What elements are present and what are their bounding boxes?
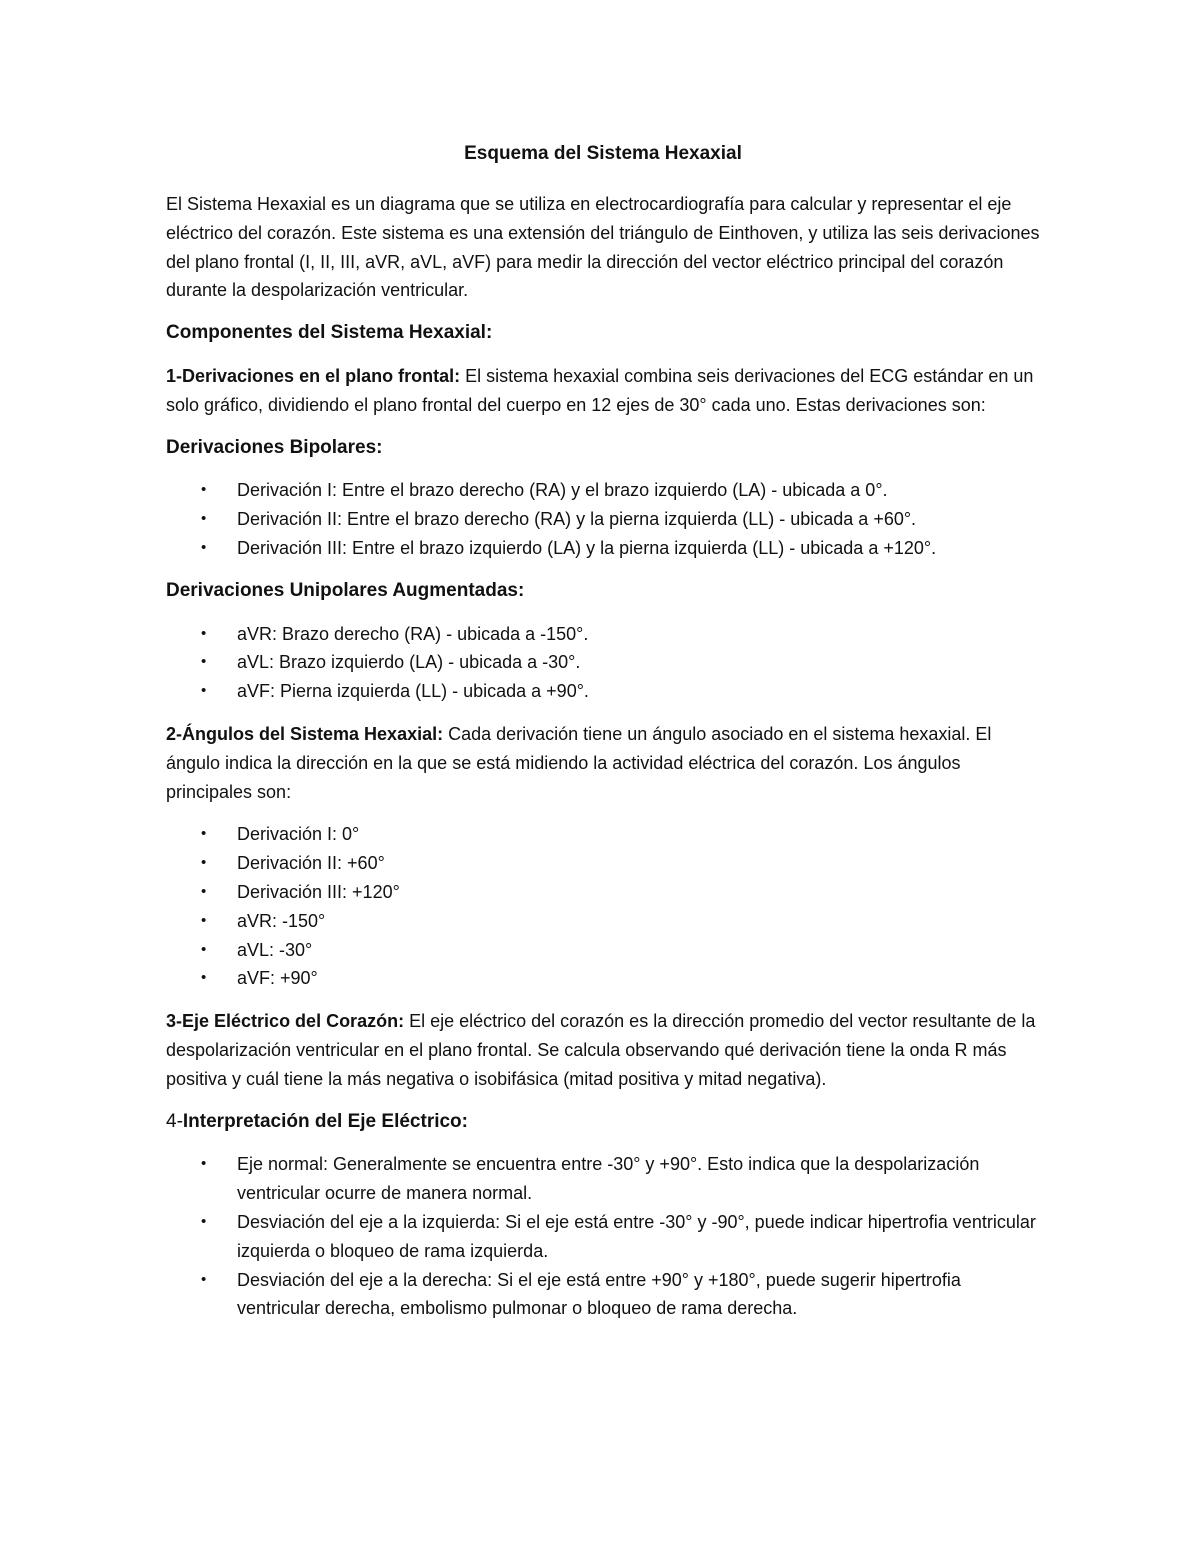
section3-label: 3-Eje Eléctrico del Corazón: <box>166 1011 405 1032</box>
list-item <box>166 677 1040 706</box>
section3-text: El eje eléctrico del corazón es la dirección promedio del vector resultante de la despolarización ventricular en el plano frontal. Se calcula observando qué derivación tiene la onda R más positiva y cuál tiene la más negativa o isobifásica (mitad positiva y mitad negativa). <box>166 1011 1036 1089</box>
item-text: Generalmente se encuentra entre -30° y +90°. Esto indica que la despolarización ventricular ocurre de manera normal. <box>237 1154 980 1204</box>
item-text: +60° <box>342 853 385 874</box>
section1-text: El sistema hexaxial combina seis derivaciones del ECG estándar en un solo gráfico, dividiendo el plano frontal del cuerpo en 12 ejes de 30° cada uno. Estas derivaciones son: <box>166 365 1034 415</box>
bullet-icon: • <box>201 940 207 958</box>
item-text: Si el eje está entre +90° y +180°, puede sugerir hipertrofia ventricular derecha, embolismo pulmonar o bloqueo de rama derecha. <box>237 1269 961 1319</box>
unipolar-list <box>166 620 1040 706</box>
item-text: 0° <box>337 824 360 845</box>
section2-paragraph <box>166 720 1040 806</box>
list-item <box>166 1266 1040 1324</box>
list-item <box>166 964 1040 993</box>
list-item <box>166 820 1040 849</box>
bullet-icon: • <box>201 825 207 843</box>
bullet-icon: • <box>201 1212 207 1230</box>
item-label: aVL: <box>237 652 275 673</box>
item-text: -150° <box>277 910 326 931</box>
section4-number: 4- <box>166 1110 183 1132</box>
angles-list <box>166 820 1040 993</box>
bullet-icon: • <box>201 969 207 987</box>
section2-label: 2-Ángulos del Sistema Hexaxial: <box>166 723 444 744</box>
list-item <box>166 534 1040 563</box>
bullet-icon: • <box>201 624 207 642</box>
bullet-icon: • <box>201 538 207 556</box>
list-item <box>166 936 1040 965</box>
item-label: Derivación II: <box>237 509 343 530</box>
section4-label: Interpretación del Eje Eléctrico: <box>182 1110 468 1132</box>
bullet-icon: • <box>201 911 207 929</box>
intro-paragraph: El Sistema Hexaxial es un diagrama que se utiliza en electrocardiografía para calcular y representar el eje eléctrico del corazón. Este sistema es una extensión del triángulo de Einthoven, y utiliza las seis derivaciones del plano frontal (I, II, III, aVR, aVL, aVF) para medir la dirección del vector eléctrico principal del corazón durante la despolarización ventricular. <box>166 194 1040 301</box>
item-label: Derivación III: <box>237 537 348 558</box>
section3-paragraph <box>166 1007 1040 1093</box>
document-title: Esquema del Sistema Hexaxial <box>464 143 742 164</box>
item-label: Derivación I: <box>237 480 338 501</box>
item-text: +90° <box>275 968 318 989</box>
item-label: Desviación del eje a la izquierda: <box>237 1211 501 1232</box>
item-label: Derivación III: <box>237 881 348 902</box>
item-label: aVL: <box>237 939 275 960</box>
list-item <box>166 849 1040 878</box>
list-item <box>166 648 1040 677</box>
section2-text: Cada derivación tiene un ángulo asociado en el sistema hexaxial. El ángulo indica la dirección en la que se está midiendo la actividad eléctrica del corazón. Los ángulos principales son: <box>166 723 992 802</box>
list-item <box>166 907 1040 936</box>
list-item <box>166 476 1040 505</box>
bullet-icon: • <box>201 882 207 900</box>
item-label: Derivación II: <box>237 853 343 874</box>
item-label: aVR: <box>237 910 278 931</box>
item-label: Eje normal: <box>237 1154 329 1175</box>
list-item <box>166 1208 1040 1266</box>
bullet-icon: • <box>201 854 207 872</box>
interpretation-list <box>166 1150 1040 1323</box>
item-text: Entre el brazo derecho (RA) y el brazo izquierdo (LA) - ubicada a 0°. <box>337 480 888 501</box>
bipolar-heading: Derivaciones Bipolares: <box>166 436 383 458</box>
list-item <box>166 878 1040 907</box>
unipolar-heading: Derivaciones Unipolares Augmentadas: <box>166 579 525 601</box>
item-label: aVF: <box>237 968 276 989</box>
item-text: Brazo derecho (RA) - ubicada a -150°. <box>277 623 589 644</box>
list-item <box>166 505 1040 534</box>
bipolar-list <box>166 476 1040 562</box>
section4-heading <box>166 1108 1040 1137</box>
bullet-icon: • <box>201 481 207 499</box>
list-item <box>166 1150 1040 1208</box>
item-text: Si el eje está entre -30° y -90°, puede indicar hipertrofia ventricular izquierda o bloqueo de rama izquierda. <box>237 1211 1036 1261</box>
bullet-icon: • <box>201 682 207 700</box>
item-label: Derivación I: <box>237 824 338 845</box>
item-label: Desviación del eje a la derecha: <box>237 1269 493 1290</box>
item-label: aVF: <box>237 681 276 702</box>
item-text: -30° <box>274 939 313 960</box>
item-label: aVR: <box>237 623 278 644</box>
section1-paragraph <box>166 362 1040 420</box>
section1-label: 1-Derivaciones en el plano frontal: <box>166 365 461 386</box>
components-heading: Componentes del Sistema Hexaxial: <box>166 322 493 344</box>
bullet-icon: • <box>201 1155 207 1173</box>
item-text: Entre el brazo derecho (RA) y la pierna izquierda (LL) - ubicada a +60°. <box>342 509 917 530</box>
item-text: Pierna izquierda (LL) - ubicada a +90°. <box>275 681 589 702</box>
bullet-icon: • <box>201 1270 207 1288</box>
list-item <box>166 620 1040 649</box>
bullet-icon: • <box>201 510 207 528</box>
item-text: Brazo izquierdo (LA) - ubicada a -30°. <box>274 652 581 673</box>
item-text: +120° <box>347 881 400 902</box>
item-text: Entre el brazo izquierdo (LA) y la pierna izquierda (LL) - ubicada a +120°. <box>347 537 937 558</box>
bullet-icon: • <box>201 653 207 671</box>
